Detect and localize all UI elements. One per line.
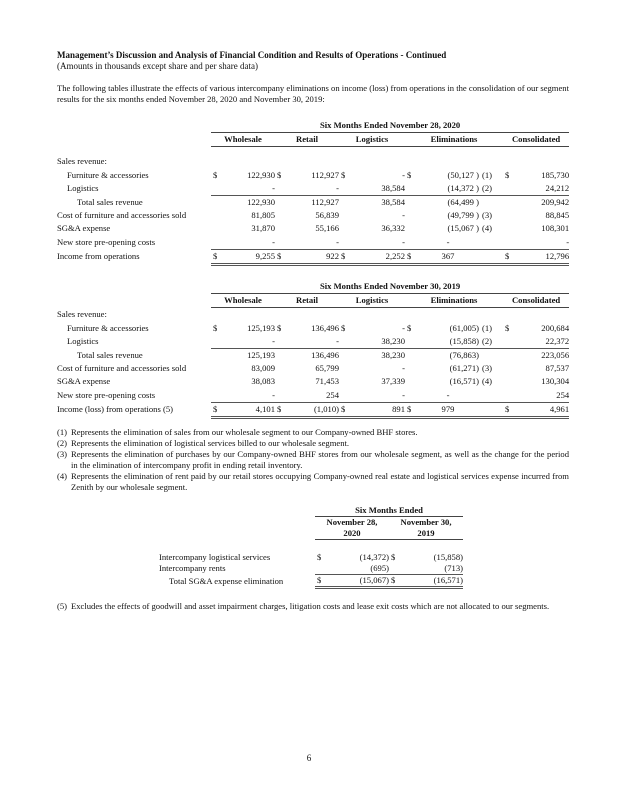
table-row: New store pre-opening costs - 254 - - 254 <box>57 389 570 400</box>
period-header: Six Months Ended November 28, 2020 <box>319 120 461 130</box>
col-header-2020: November 28, <box>326 517 378 528</box>
col-header-consolidated: Consolidated <box>503 133 569 147</box>
section-title: Management’s Discussion and Analysis of Financial Condition and Results of Operations - Continued <box>57 50 447 60</box>
footnote-5 <box>57 601 569 612</box>
footnote: (2) Represents the elimination of logistical services billed to our wholesale segment. <box>57 438 350 449</box>
footnotes <box>57 427 569 493</box>
segment-table-2019 <box>57 280 569 419</box>
table-row: Logistics - - 38,230 (15,858) (2) 22,372 <box>67 335 570 347</box>
document-page <box>57 50 569 612</box>
table-row: Intercompany rents (695) (713) <box>159 563 464 574</box>
page-number: 6 <box>306 753 312 763</box>
table-row: Total sales revenue 122,930 112,927 38,584 (64,499 ) 209,942 <box>57 196 569 210</box>
footnote: (1) Represents the elimination of sales from our wholesale segment to our Company-owned BHF stores. <box>57 427 418 438</box>
col-header-retail: Retail <box>275 294 339 308</box>
period-header: Six Months Ended <box>315 505 463 517</box>
col-header-retail: Retail <box>275 133 339 147</box>
footnote: (5) Excludes the effects of goodwill and asset impairment charges, litigation costs and lease exit costs which are not allocated to our segments. <box>57 601 550 612</box>
table-row: Furniture & accessories $ 122,930 $ 112,927 $ - $ (50,127 ) (1) $ 185,730 <box>67 169 570 180</box>
table-row: New store pre-opening costs - - - - - <box>57 236 570 247</box>
table-row: Logistics - - 38,584 (14,372 ) (2) 24,212 <box>67 182 570 194</box>
section-subtitle: (Amounts in thousands except share and per share data) <box>57 61 258 71</box>
col-header-consolidated: Consolidated <box>503 294 569 308</box>
table-row-total: Income (loss) from operations (5) $ 4,101 $ (1,010) $ 891 $ 979 $ 4,961 <box>57 402 569 417</box>
table-row: Intercompany logistical services $ (14,372) $ (15,858) <box>159 552 464 563</box>
table-row: Furniture & accessories $ 125,193 $ 136,496 $ - $ (61,005) (1) $ 200,684 <box>67 322 570 333</box>
col-header-2019: November 30, <box>400 517 452 528</box>
col-header-wholesale: Wholesale <box>211 133 275 147</box>
col-header-wholesale: Wholesale <box>211 294 275 308</box>
period-header: Six Months Ended November 30, 2019 <box>319 281 461 292</box>
footnote: (3) Represents the elimination of purchases by our Company-owned BHF stores from our wholesale segment, as well as the change for the period in the elimination of intercompany profit in ending retail inventory. <box>57 449 569 471</box>
table-row: Sales revenue: <box>57 309 107 320</box>
col-header-logistics: Logistics <box>339 294 405 308</box>
table-row: Cost of furniture and accessories sold 81,805 56,839 - (49,799 ) (3) 88,845 <box>57 210 570 221</box>
sga-elimination-table: Six Months Ended November 28, November 30, 2020 2019 Intercompany logistical services $ (14,372) $ (15,858) Intercompany rents (695) (713) Total SG&A expense elimination $ (15,067) $ (16,571) <box>159 505 464 586</box>
table-row: Cost of furniture and accessories sold 83,009 65,799 - (61,271) (3) 87,537 <box>57 363 570 374</box>
table-row: Total sales revenue 125,193 136,496 38,230 (76,863) 223,056 <box>57 349 569 363</box>
col-header-logistics: Logistics <box>339 133 405 147</box>
table-row-total: Income from operations $ 9,255 $ 922 $ 2,252 $ 367 $ 12,796 <box>57 249 569 264</box>
footnote: (4) Represents the elimination of rent paid by our retail stores occupying Company-owned real estate and logistical services expense incurred from Zenith by our wholesale segment. <box>57 471 569 493</box>
table-row: Sales revenue: <box>57 156 107 167</box>
table-row-total: Total SG&A expense elimination $ (15,067) $ (16,571) <box>169 575 464 586</box>
table-row: SG&A expense 31,870 55,166 36,332 (15,067 ) (4) 108,301 <box>57 223 570 234</box>
intro-paragraph: The following tables illustrate the effects of various intercompany eliminations on income (loss) from operations in the consolidation of our segment results for the six months ended November 28, 2020 and November 30, 2019: <box>57 83 569 104</box>
col-header-eliminations: Eliminations <box>405 294 503 308</box>
table-row: SG&A expense 38,083 71,453 37,339 (16,571) (4) 130,304 <box>57 376 570 387</box>
col-header-eliminations: Eliminations <box>405 133 503 147</box>
segment-table-2020 <box>57 119 569 266</box>
